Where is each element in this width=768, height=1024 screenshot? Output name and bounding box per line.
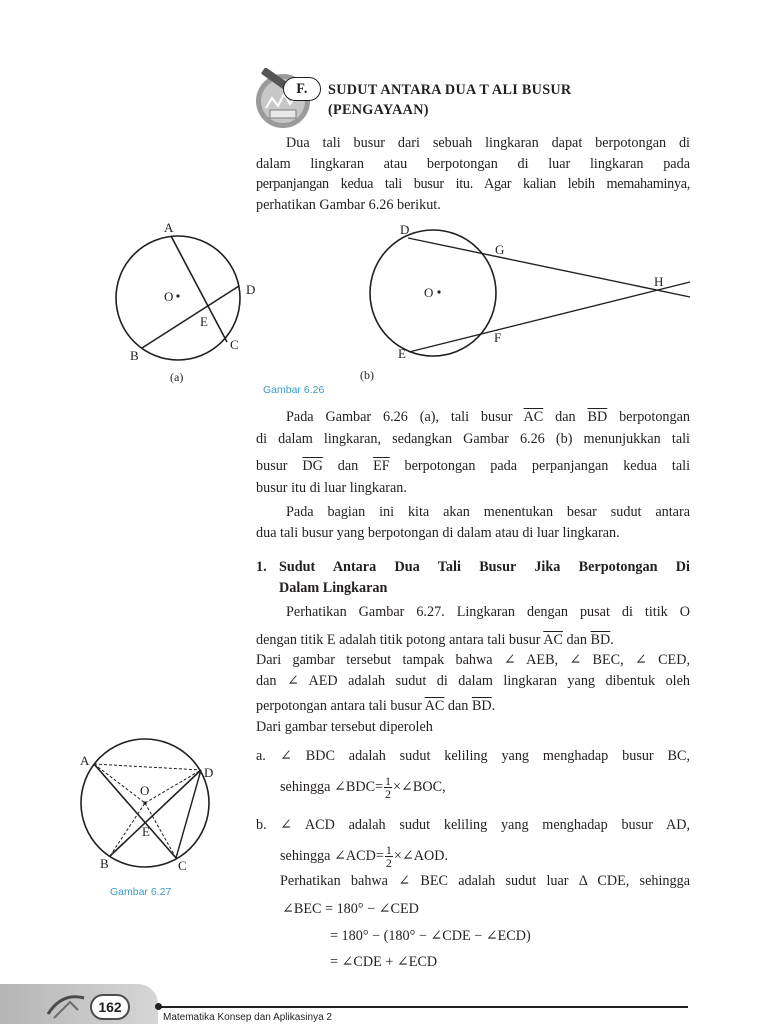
page-number: 162 bbox=[98, 999, 122, 1015]
paragraph-2: Pada bagian ini kita akan menentukan besar sudut antara dua tali busur yang berpotongan di dalam atau di luar lingkaran. bbox=[256, 504, 690, 541]
label-a-O: O bbox=[164, 289, 174, 304]
label-b-O: O bbox=[424, 285, 434, 300]
label-b-G: G bbox=[495, 242, 505, 257]
label-b-H: H bbox=[654, 274, 664, 289]
footer-rule bbox=[160, 1006, 688, 1008]
label-b-E: E bbox=[398, 346, 406, 361]
label-a-B: B bbox=[130, 348, 139, 363]
item-b-mark: b. bbox=[256, 817, 267, 833]
paragraph-3: Perhatikan Gambar 6.27. Lingkaran dengan pusat di titik O dengan titik E adalah titik potong antara tali busur $\overline{AC}$ dan $\overline{BD}$. Dari gambar tersebut tampak bahwa ∠ AEB, ∠ BEC, ∠ CED, dan ∠ AED adalah sudut di dalam lingkaran yang dibentuk oleh perpotongan antara tali busur $\overline{AC}$ dan $\overline{BD}$. Dari gambar tersebut diperoleh bbox=[256, 604, 690, 735]
label-627-B: B bbox=[100, 856, 109, 871]
label-627-C: C bbox=[178, 858, 187, 873]
equation-line-3: = ∠CDE + ∠ECD bbox=[330, 954, 438, 970]
footer-rule-dot bbox=[155, 1003, 162, 1010]
label-627-O: O bbox=[140, 783, 150, 798]
label-627-D: D bbox=[204, 765, 214, 780]
item-b: ∠ ACD adalah sudut keliling yang menghadap busur AD, sehingga ∠ACD= $\frac{1}{2}$ ×∠AOD. Perhatikan bahwa ∠ BEC adalah sudut luar Δ CDE, sehingga bbox=[280, 817, 690, 889]
section-letter-box bbox=[283, 77, 321, 101]
label-627-A: A bbox=[80, 753, 90, 768]
label-a-A: A bbox=[164, 220, 174, 235]
label-b-D: D bbox=[400, 222, 410, 237]
label-627-E: E bbox=[142, 824, 150, 839]
item-a: ∠ BDC adalah sudut keliling yang menghadap busur BC, sehingga ∠BDC= $\frac{1}{2}$ ×∠BOC, bbox=[280, 748, 690, 801]
dashed-bo bbox=[110, 803, 145, 856]
subsection-1-title: Sudut Antara Dua Tali Busur Jika Berpotongan Di Dalam Lingkaran bbox=[279, 559, 690, 596]
subfig-b-label: (b) bbox=[360, 368, 374, 382]
equation-line-1: ∠BEC = 180° − ∠CED bbox=[282, 901, 419, 917]
chord-ac-627 bbox=[94, 764, 176, 858]
line-eh bbox=[409, 282, 690, 352]
label-b-F: F bbox=[494, 330, 502, 345]
label-a-C: C bbox=[230, 337, 239, 352]
subsection-1-number: 1. bbox=[256, 559, 267, 575]
center-dot-a bbox=[176, 294, 179, 297]
center-dot-627 bbox=[143, 801, 146, 804]
fraction-b: $\frac{1}{2}$ bbox=[385, 842, 392, 870]
equation-line-2: = 180° − (180° − ∠CDE − ∠ECD) bbox=[330, 928, 531, 944]
label-a-D: D bbox=[246, 282, 256, 297]
caption-6-27: Gambar 6.27 bbox=[110, 886, 172, 898]
center-dot-b bbox=[437, 290, 440, 293]
intro-paragraph: Dua tali busur dari sebuah lingkaran dapat berpotongan di dalam lingkaran atau berpotongan di luar lingkaran pada perpanjangan kedua tali busur itu. Agar kalian lebih memahaminya, perhatikan Gambar 6.26 berikut. bbox=[256, 135, 690, 213]
caption-6-26: Gambar 6.26 bbox=[263, 384, 325, 396]
fraction-a: $\frac{1}{2}$ bbox=[385, 773, 392, 801]
section-title: SUDUT ANTARA DUA T ALI BUSUR (PENGAYAAN) bbox=[328, 82, 572, 118]
footer-book-title: Matematika Konsep dan Aplikasinya 2 bbox=[163, 1012, 332, 1023]
section-letter: F. bbox=[296, 81, 308, 97]
page-number-badge bbox=[90, 994, 130, 1020]
dashed-ao bbox=[94, 764, 145, 803]
line-dh bbox=[408, 238, 690, 297]
figure-6-26-b bbox=[360, 218, 695, 386]
subfig-a-label: (a) bbox=[170, 370, 184, 384]
figure-6-27 bbox=[72, 730, 232, 880]
chord-bd-627 bbox=[110, 770, 201, 856]
paragraph-1: Pada Gambar 6.26 (a), tali busur $\overline{AC}$ dan $\overline{BD}$ berpotongan di dalam lingkaran, sedangkan Gambar 6.26 (b) menunjukkan tali busur $\overline{DG}$ dan $\overline{EF}$ berpotongan pada perpanjangan kedua tali busur itu di luar lingkaran. bbox=[256, 409, 691, 496]
dashed-ad bbox=[94, 764, 201, 770]
item-a-mark: a. bbox=[256, 748, 266, 764]
label-a-E: E bbox=[200, 314, 208, 329]
chord-dc-627 bbox=[176, 770, 201, 858]
figure-6-26-a bbox=[108, 218, 268, 388]
